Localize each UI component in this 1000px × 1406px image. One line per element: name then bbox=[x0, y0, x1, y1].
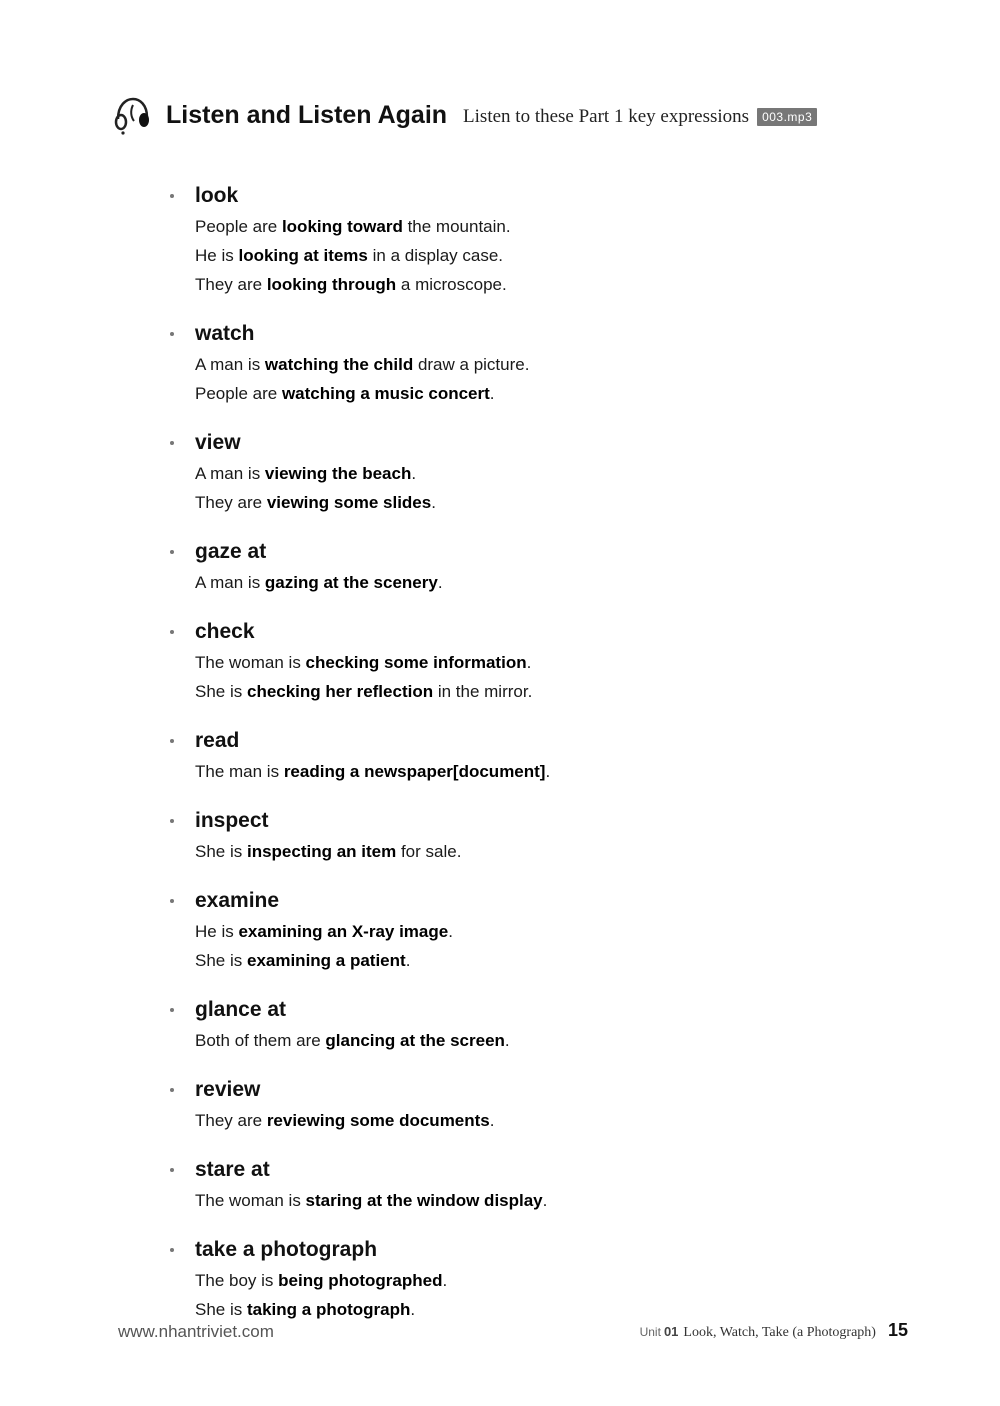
sentence-text: . bbox=[545, 762, 551, 781]
sentence-text: in a display case. bbox=[367, 246, 504, 265]
sentence-text: They are bbox=[195, 275, 267, 294]
footer-website: www.nhantriviet.com bbox=[118, 1322, 274, 1341]
sentence-text: People are bbox=[195, 384, 282, 403]
sentence-text: The woman is bbox=[195, 653, 306, 672]
example-sentence bbox=[168, 1186, 868, 1215]
bullet-icon bbox=[170, 899, 174, 903]
bullet-icon bbox=[170, 1088, 174, 1092]
expression-entry bbox=[168, 805, 868, 866]
section-subtitle: Listen to these Part 1 key expressions bbox=[463, 106, 750, 127]
example-sentence bbox=[168, 1026, 868, 1055]
sentence-text: . bbox=[410, 1300, 416, 1319]
sentence-text: for sale. bbox=[396, 842, 462, 861]
sentence-text: The man is bbox=[195, 762, 284, 781]
expression-entry bbox=[168, 536, 868, 597]
expression-entry bbox=[168, 1154, 868, 1215]
expression-header bbox=[168, 1234, 868, 1266]
sentence-text: She is bbox=[195, 842, 247, 861]
sentence-text: The boy is bbox=[195, 1271, 279, 1290]
key-phrase: glancing at the screen bbox=[325, 1031, 505, 1050]
sentence-text: . bbox=[489, 384, 495, 403]
expression-list bbox=[168, 180, 868, 1343]
example-sentence bbox=[168, 917, 868, 946]
expression-term: take a photograph bbox=[195, 1238, 378, 1261]
sentence-text: A man is bbox=[195, 573, 265, 592]
example-sentence bbox=[168, 459, 868, 488]
sentence-text: A man is bbox=[195, 464, 265, 483]
sentence-text: . bbox=[405, 951, 411, 970]
example-sentence bbox=[168, 677, 868, 706]
bullet-icon bbox=[170, 1248, 174, 1252]
expression-header bbox=[168, 427, 868, 459]
headphones-icon bbox=[110, 93, 154, 137]
example-sentence bbox=[168, 212, 868, 241]
bullet-icon bbox=[170, 1168, 174, 1172]
bullet-icon bbox=[170, 332, 174, 336]
key-phrase: staring at the window display bbox=[305, 1191, 543, 1210]
key-phrase: taking a photograph bbox=[246, 1300, 411, 1319]
expression-term: read bbox=[195, 729, 240, 752]
expression-entry bbox=[168, 885, 868, 975]
expression-entry bbox=[168, 318, 868, 408]
sentence-text: . bbox=[442, 1271, 448, 1290]
key-phrase: watching the child bbox=[264, 355, 414, 374]
expression-term: examine bbox=[195, 889, 280, 912]
expression-header bbox=[168, 994, 868, 1026]
expression-header bbox=[168, 725, 868, 757]
key-phrase: viewing the beach bbox=[264, 464, 412, 483]
key-phrase: watching a music concert bbox=[281, 384, 490, 403]
expression-entry bbox=[168, 1074, 868, 1135]
expression-header bbox=[168, 805, 868, 837]
bullet-icon bbox=[170, 194, 174, 198]
key-phrase: examining an X-ray image bbox=[238, 922, 449, 941]
sentence-text: She is bbox=[195, 1300, 247, 1319]
example-sentence bbox=[168, 946, 868, 975]
sentence-text: . bbox=[489, 1111, 495, 1130]
expression-header bbox=[168, 885, 868, 917]
expression-term: inspect bbox=[195, 809, 269, 832]
bullet-icon bbox=[170, 739, 174, 743]
expression-entry bbox=[168, 1234, 868, 1324]
example-sentence bbox=[168, 379, 868, 408]
expression-entry bbox=[168, 180, 868, 299]
expression-entry bbox=[168, 725, 868, 786]
expression-header bbox=[168, 180, 868, 212]
audio-track-badge[interactable]: 003.mp3 bbox=[757, 108, 817, 126]
expression-header bbox=[168, 1154, 868, 1186]
example-sentence bbox=[168, 837, 868, 866]
expression-header bbox=[168, 616, 868, 648]
sentence-text: The woman is bbox=[195, 1191, 306, 1210]
sentence-text: a microscope. bbox=[396, 275, 507, 294]
bullet-icon bbox=[170, 819, 174, 823]
expression-term: gaze at bbox=[195, 540, 267, 563]
footer-unit-word: Unit bbox=[639, 1325, 661, 1339]
expression-term: watch bbox=[195, 322, 255, 345]
sentence-text: the mountain. bbox=[402, 217, 511, 236]
sentence-text: . bbox=[526, 653, 532, 672]
sentence-text: . bbox=[542, 1191, 548, 1210]
footer-unit-info bbox=[640, 1320, 908, 1341]
key-phrase: looking through bbox=[266, 275, 397, 294]
expression-term: view bbox=[195, 431, 241, 454]
expression-entry bbox=[168, 616, 868, 706]
key-phrase: inspecting an item bbox=[246, 842, 397, 861]
sentence-text: They are bbox=[195, 1111, 267, 1130]
footer-unit-title: Look, Watch, Take (a Photograph) bbox=[683, 1325, 876, 1340]
section-header bbox=[110, 90, 817, 140]
sentence-text: He is bbox=[195, 922, 239, 941]
sentence-text: A man is bbox=[195, 355, 265, 374]
expression-term: check bbox=[195, 620, 255, 643]
example-sentence bbox=[168, 568, 868, 597]
example-sentence bbox=[168, 648, 868, 677]
page-number: 15 bbox=[887, 1320, 908, 1340]
sentence-text: She is bbox=[195, 951, 247, 970]
sentence-text: People are bbox=[195, 217, 282, 236]
sentence-text: . bbox=[504, 1031, 510, 1050]
expression-term: review bbox=[195, 1078, 261, 1101]
key-phrase: looking at items bbox=[238, 246, 368, 265]
expression-header bbox=[168, 318, 868, 350]
example-sentence bbox=[168, 488, 868, 517]
key-phrase: gazing at the scenery bbox=[264, 573, 438, 592]
key-phrase: reviewing some documents bbox=[266, 1111, 490, 1130]
expression-header bbox=[168, 536, 868, 568]
key-phrase: being photographed bbox=[278, 1271, 443, 1290]
sentence-text: . bbox=[431, 493, 436, 512]
key-phrase: reading a newspaper[document] bbox=[283, 762, 546, 781]
example-sentence bbox=[168, 1266, 868, 1295]
sentence-text: He is bbox=[195, 246, 239, 265]
bullet-icon bbox=[170, 550, 174, 554]
sentence-text: in the mirror. bbox=[433, 682, 533, 701]
key-phrase: checking some information bbox=[305, 653, 527, 672]
example-sentence bbox=[168, 757, 868, 786]
sentence-text: They are bbox=[195, 493, 267, 512]
section-title: Listen and Listen Again bbox=[166, 100, 448, 129]
expression-entry bbox=[168, 427, 868, 517]
footer-unit-number: 01 bbox=[663, 1324, 679, 1339]
expression-header bbox=[168, 1074, 868, 1106]
key-phrase: checking her reflection bbox=[246, 682, 434, 701]
bullet-icon bbox=[170, 441, 174, 445]
bullet-icon bbox=[170, 630, 174, 634]
sentence-text: draw a picture. bbox=[413, 355, 530, 374]
example-sentence bbox=[168, 350, 868, 379]
bullet-icon bbox=[170, 1008, 174, 1012]
expression-term: look bbox=[195, 184, 239, 207]
example-sentence bbox=[168, 241, 868, 270]
sentence-text: Both of them are bbox=[195, 1031, 326, 1050]
key-phrase: viewing some slides bbox=[266, 493, 432, 512]
expression-term: stare at bbox=[195, 1158, 270, 1181]
example-sentence bbox=[168, 270, 868, 299]
sentence-text: . bbox=[411, 464, 417, 483]
expression-entry bbox=[168, 994, 868, 1055]
example-sentence bbox=[168, 1106, 868, 1135]
expression-term: glance at bbox=[195, 998, 287, 1021]
sentence-text: . bbox=[448, 922, 453, 941]
sentence-text: . bbox=[437, 573, 443, 592]
key-phrase: examining a patient bbox=[246, 951, 406, 970]
sentence-text: She is bbox=[195, 682, 247, 701]
key-phrase: looking toward bbox=[281, 217, 403, 236]
